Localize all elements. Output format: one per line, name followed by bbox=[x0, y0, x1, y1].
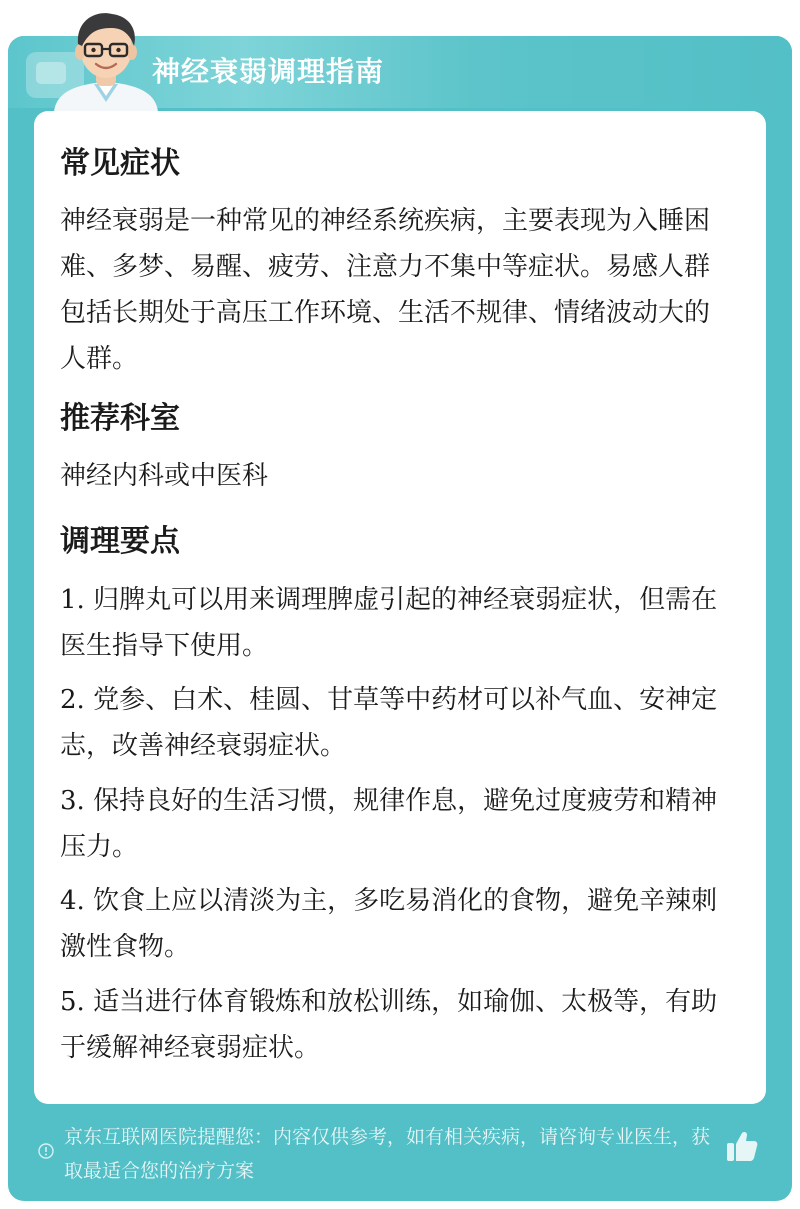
list-item bbox=[60, 677, 732, 769]
list-item-number: 4. bbox=[60, 886, 85, 916]
section-heading-symptoms: 常见症状 bbox=[60, 146, 180, 181]
list-item-number: 2. bbox=[60, 685, 85, 715]
symptoms-text: 神经衰弱是一种常见的神经系统疾病，主要表现为入睡困难、多梦、易醒、疲劳、注意力不集中等症状。易感人群包括长期处于高压工作环境、生活不规律、情绪波动大的人群。 bbox=[60, 206, 711, 374]
doctor-avatar-icon bbox=[46, 6, 166, 112]
list-item bbox=[60, 979, 732, 1071]
department-text: 神经内科或中医科 bbox=[60, 461, 269, 491]
list-item-text: 饮食上应以清淡为主，多吃易消化的食物，避免辛辣刺激性食物。 bbox=[60, 886, 718, 962]
list-item bbox=[60, 778, 732, 870]
disclaimer-text: 京东互联网医院提醒您：内容仅供参考，如有相关疾病，请咨询专业医生，获取最适合您的治疗方案 bbox=[64, 1126, 711, 1182]
page-title: 神经衰弱调理指南 bbox=[152, 55, 385, 88]
list-item bbox=[60, 878, 732, 970]
section-heading-tips: 调理要点 bbox=[60, 524, 180, 559]
section-heading-department: 推荐科室 bbox=[60, 401, 180, 436]
list-item-text: 归脾丸可以用来调理脾虚引起的神经衰弱症状，但需在医生指导下使用。 bbox=[60, 585, 718, 661]
list-item-number: 3. bbox=[60, 786, 85, 816]
list-item bbox=[60, 577, 732, 669]
list-item-number: 5. bbox=[60, 987, 85, 1017]
list-item-number: 1. bbox=[60, 585, 85, 615]
info-circle-icon bbox=[38, 1143, 54, 1159]
list-item-text: 党参、白术、桂圆、甘草等中药材可以补气血、安神定志，改善神经衰弱症状。 bbox=[60, 685, 718, 761]
thumbs-up-icon[interactable] bbox=[724, 1128, 760, 1164]
list-item-text: 保持良好的生活习惯，规律作息，避免过度疲劳和精神压力。 bbox=[60, 786, 718, 862]
list-item-text: 适当进行体育锻炼和放松训练，如瑜伽、太极等，有助于缓解神经衰弱症状。 bbox=[60, 987, 718, 1063]
